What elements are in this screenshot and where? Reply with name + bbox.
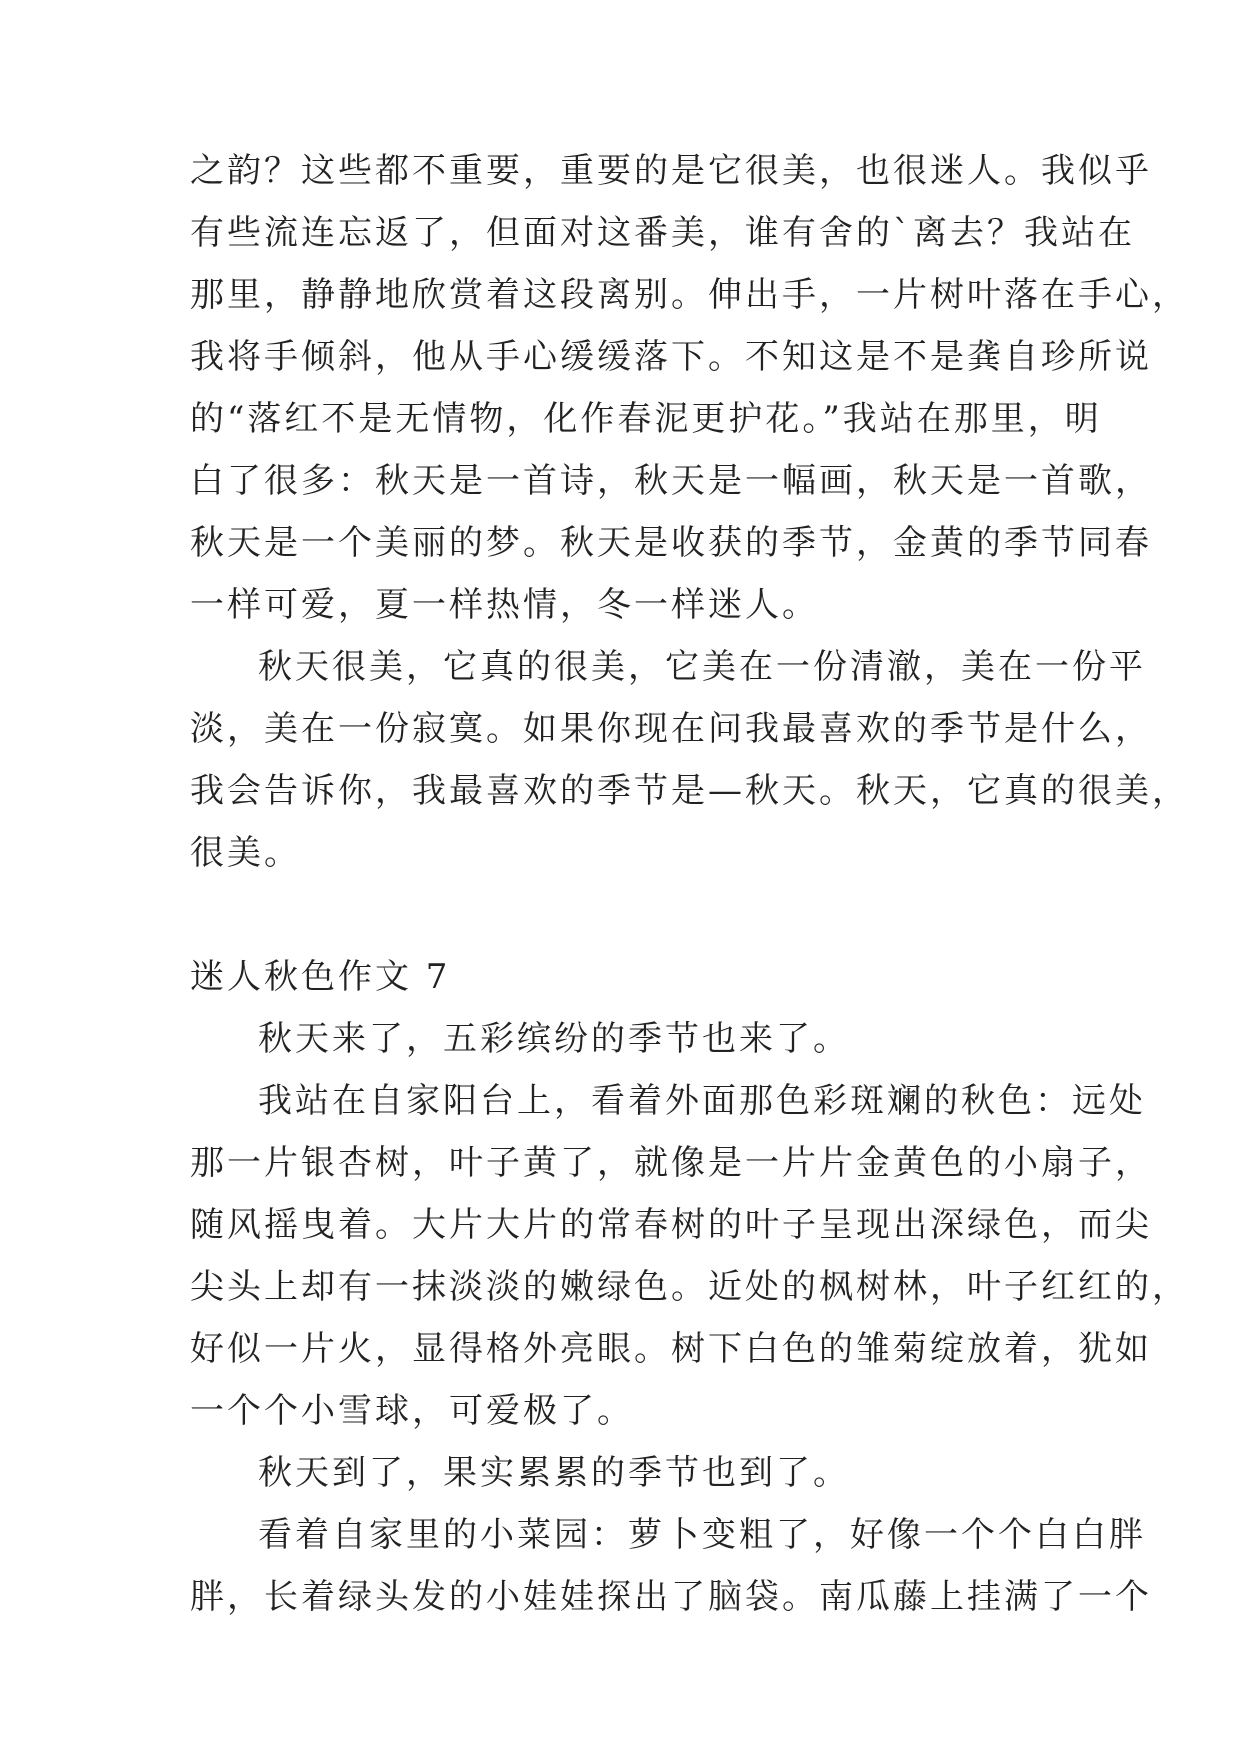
- paragraph: [190, 1504, 1152, 1628]
- text-line: 那一片银杏树，叶子黄了，就像是一片片金黄色的小扇子，: [190, 1143, 1152, 1183]
- text-line: 尖头上却有一抹淡淡的嫩绿色。近处的枫树林，叶子红红的，: [190, 1267, 1189, 1307]
- paragraph: [190, 1070, 1189, 1442]
- text-line: 有些流连忘返了，但面对这番美，谁有舍的`离去？我站在: [190, 213, 1135, 253]
- text-line: 秋天来了，五彩缤纷的季节也来了。: [258, 1019, 850, 1059]
- paragraph: [190, 1008, 1070, 1070]
- text-line: 一样可爱，夏一样热情，冬一样迷人。: [190, 585, 819, 625]
- text-line: 我会告诉你，我最喜欢的季节是—秋天。秋天，它真的很美，: [190, 771, 1189, 811]
- paragraph-continued: [190, 140, 1189, 636]
- text-line: 我将手倾斜，他从手心缓缓落下。不知这是不是龚自珍所说: [190, 337, 1152, 377]
- text-line: 的“落红不是无情物，化作春泥更护花。”我站在那里，明: [190, 399, 1102, 439]
- text-line: 之韵？这些都不重要，重要的是它很美，也很迷人。我似乎: [190, 151, 1152, 191]
- text-line: 秋天很美，它真的很美，它美在一份清澈，美在一份平: [258, 647, 1146, 687]
- text-line: 淡，美在一份寂寞。如果你现在问我最喜欢的季节是什么，: [190, 709, 1152, 749]
- text-line: 白了很多：秋天是一首诗，秋天是一幅画，秋天是一首歌，: [190, 461, 1152, 501]
- document-body: [190, 140, 1189, 1628]
- text-line: 看着自家里的小菜园：萝卜变粗了，好像一个个白白胖: [258, 1515, 1146, 1555]
- text-line: 很美。: [190, 833, 301, 873]
- text-line: 那里，静静地欣赏着这段离别。伸出手，一片树叶落在手心，: [190, 275, 1189, 315]
- text-line: 秋天是一个美丽的梦。秋天是收获的季节，金黄的季节同春: [190, 523, 1152, 563]
- text-line: 一个个小雪球，可爱极了。: [190, 1391, 634, 1431]
- paragraph: [190, 636, 1189, 884]
- text-line: 胖，长着绿头发的小娃娃探出了脑袋。南瓜藤上挂满了一个: [190, 1577, 1152, 1617]
- text-line: 秋天到了，果实累累的季节也到了。: [258, 1453, 850, 1493]
- text-line: 我站在自家阳台上，看着外面那色彩斑斓的秋色：远处: [258, 1081, 1146, 1121]
- paragraph: [190, 1442, 1070, 1504]
- text-line: 好似一片火，显得格外亮眼。树下白色的雏菊绽放着，犹如: [190, 1329, 1152, 1369]
- text-line: 随风摇曳着。大片大片的常春树的叶子呈现出深绿色，而尖: [190, 1205, 1152, 1245]
- section-title: 迷人秋色作文 7: [190, 957, 451, 997]
